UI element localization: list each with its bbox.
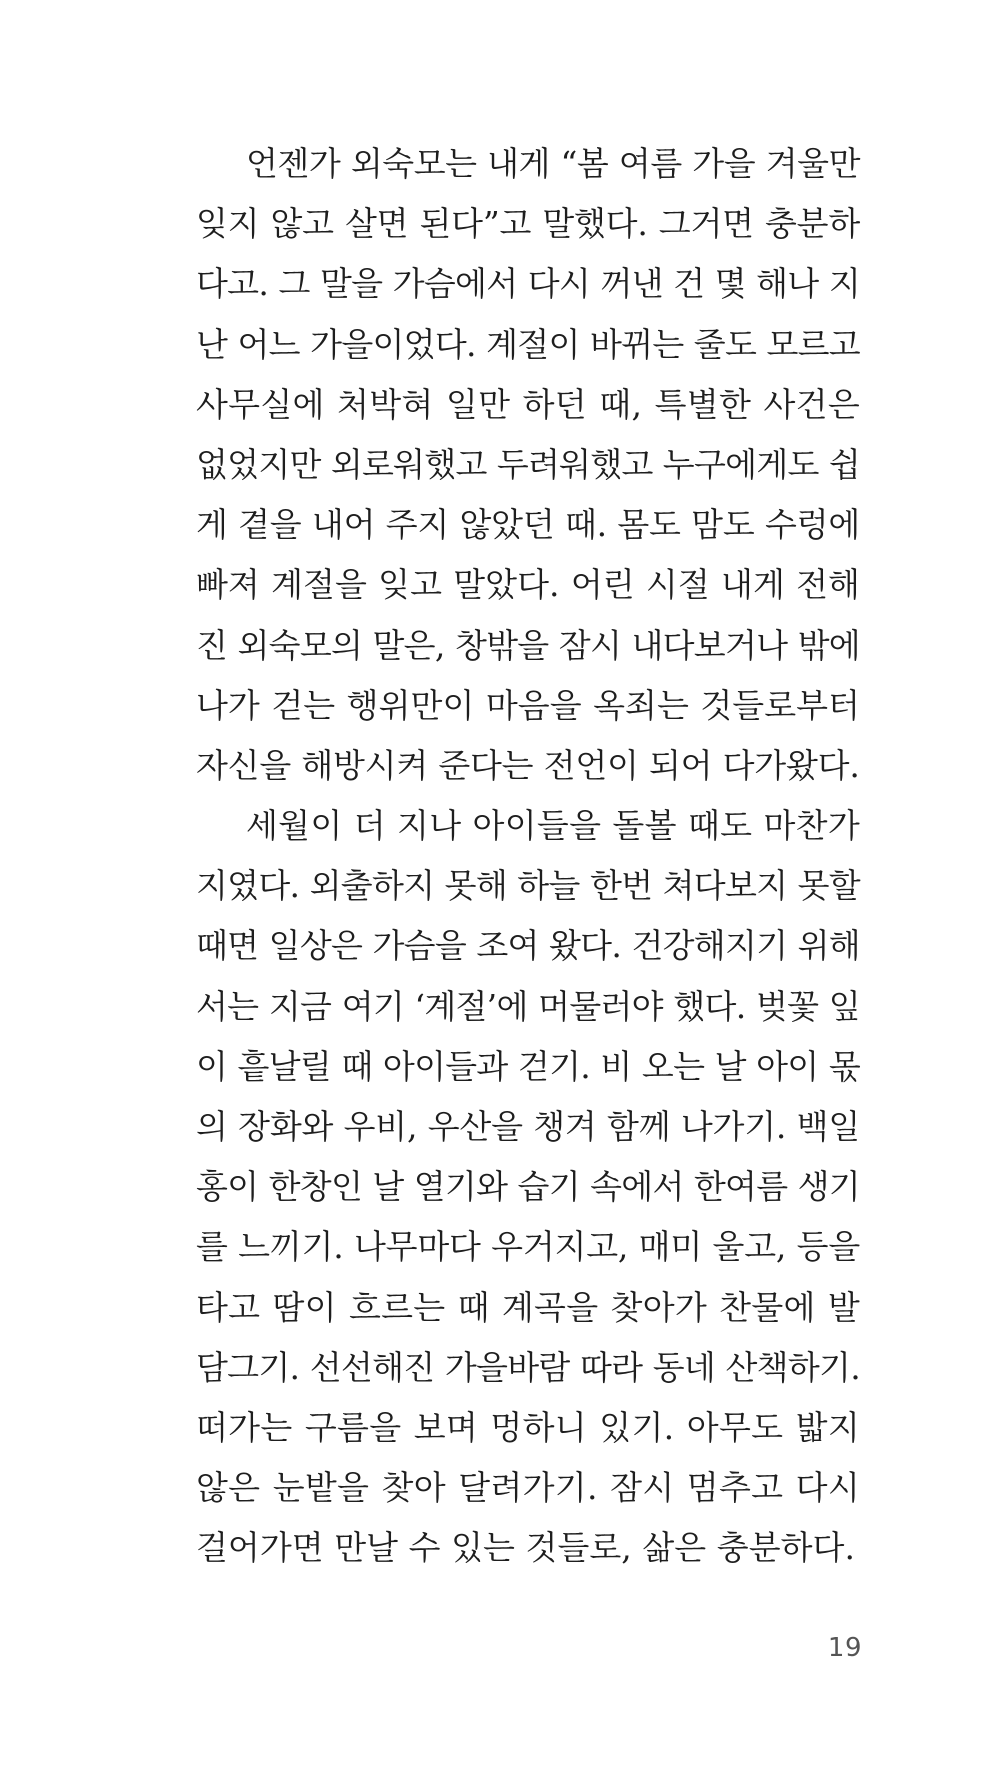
- text-line: 담그기. 선선해진 가을바람 따라 동네 산책하기.: [196, 1347, 860, 1387]
- text-line: 진 외숙모의 말은, 창밖을 잠시 내다보거나 밖에: [196, 625, 860, 665]
- text-line: 나가 걷는 행위만이 마음을 옥죄는 것들로부터: [196, 685, 860, 725]
- text-line: 않은 눈밭을 찾아 달려가기. 잠시 멈추고 다시: [196, 1468, 860, 1508]
- text-line: 다고. 그 말을 가슴에서 다시 꺼낸 건 몇 해나 지: [196, 264, 860, 304]
- text-line: 잊지 않고 살면 된다”고 말했다. 그거면 충분하: [196, 204, 860, 244]
- body-text: [196, 134, 860, 1579]
- text-line: 떠가는 구름을 보며 멍하니 있기. 아무도 밟지: [196, 1407, 860, 1447]
- text-line: 사무실에 처박혀 일만 하던 때, 특별한 사건은: [196, 384, 860, 424]
- text-line: 타고 땀이 흐르는 때 계곡을 찾아가 찬물에 발: [196, 1287, 860, 1327]
- paragraph-1: [196, 134, 860, 796]
- text-line: 를 느끼기. 나무마다 우거지고, 매미 울고, 등을: [196, 1227, 860, 1267]
- text-line: 때면 일상은 가슴을 조여 왔다. 건강해지기 위해: [196, 926, 860, 966]
- text-line: 의 장화와 우비, 우산을 챙겨 함께 나가기. 백일: [196, 1107, 860, 1146]
- text-line: 서는 지금 여기 ‘계절’에 머물러야 했다. 벚꽃 잎: [196, 986, 860, 1026]
- page-number: 19: [827, 1633, 862, 1663]
- text-line: 홍이 한창인 날 열기와 습기 속에서 한여름 생기: [196, 1167, 860, 1207]
- text-line: 난 어느 가을이었다. 계절이 바뀌는 줄도 모르고: [196, 324, 860, 364]
- text-line: 세월이 더 지나 아이들을 돌볼 때도 마찬가: [246, 806, 860, 846]
- text-line-last: 자신을 해방시켜 준다는 전언이 되어 다가왔다.: [196, 745, 860, 785]
- text-line: 지였다. 외출하지 못해 하늘 한번 쳐다보지 못할: [196, 866, 860, 906]
- text-line: 언젠가 외숙모는 내게 “봄 여름 가을 겨울만: [246, 144, 860, 183]
- text-line: 이 흩날릴 때 아이들과 걷기. 비 오는 날 아이 몫: [196, 1046, 860, 1086]
- paragraph-2: [196, 796, 860, 1578]
- text-line-last: 걸어가면 만날 수 있는 것들로, 삶은 충분하다.: [196, 1528, 856, 1568]
- text-line: 빠져 계절을 잊고 말았다. 어린 시절 내게 전해: [196, 565, 860, 605]
- text-line: 없었지만 외로워했고 두려워했고 누구에게도 쉽: [196, 444, 860, 484]
- text-line: 게 곁을 내어 주지 않았던 때. 몸도 맘도 수렁에: [196, 505, 860, 545]
